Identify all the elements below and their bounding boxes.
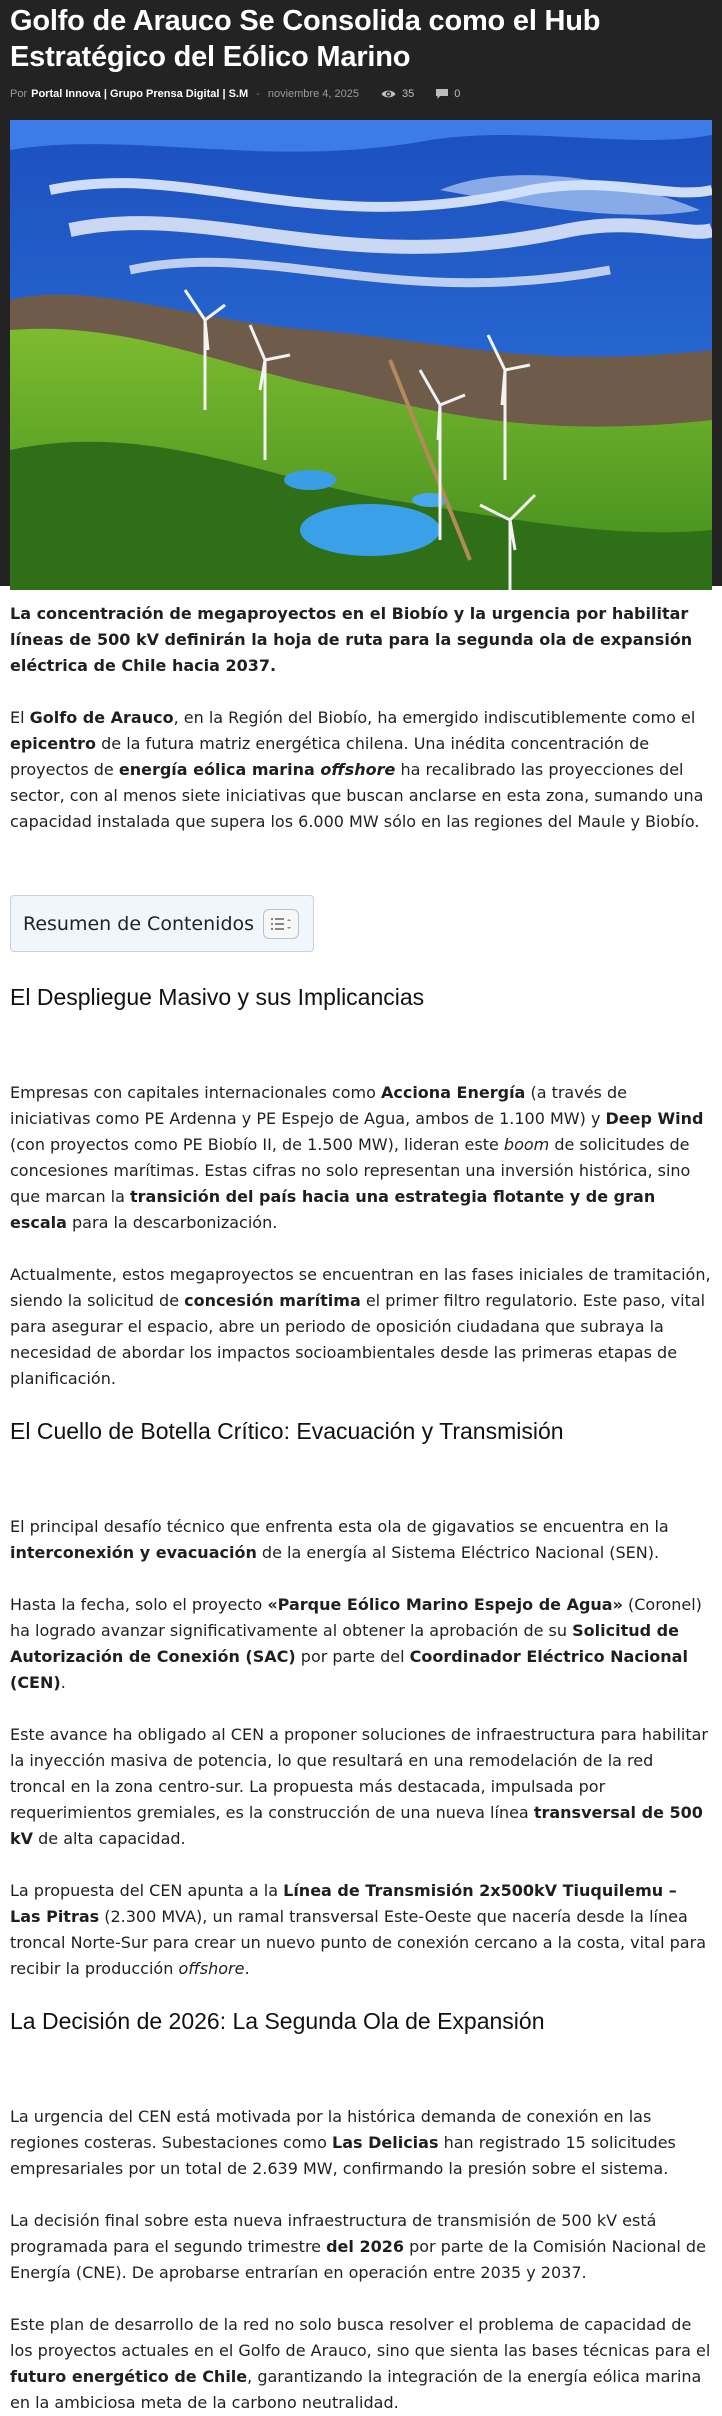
article-title: Golfo de Arauco Se Consolida como el Hub Estratégico del Eólico Marino	[10, 5, 601, 73]
author-link[interactable]: Portal Innova | Grupo Prensa Digital | S.M	[31, 88, 249, 100]
paragraph-3: Actualmente, estos megaproyectos se encuentran en las fases iniciales de tramitación, siendo la solicitud de concesión marítima el primer filtro regulatorio. Este paso, vital para asegurar el espacio, abre un periodo de oposición ciudadana que subraya la necesidad de abordar los impactos socioambientales desde las primeras etapas de planificación.	[10, 1265, 711, 1388]
section-heading-3: La Decisión de 2026: La Segunda Ola de Expansión	[10, 2008, 545, 2034]
paragraph-5: Hasta la fecha, solo el proyecto «Parque Eólico Marino Espejo de Agua» (Coronel) ha logrado avanzar significativamente al obtener la aprobación de su Solicitud de Autorización de Conexión (SAC) por parte del Coordinador Eléctrico Nacional (CEN).	[10, 1595, 702, 1692]
section-heading-2: El Cuello de Botella Crítico: Evacuación y Transmisión	[10, 1418, 564, 1444]
list-toggle-icon	[271, 917, 291, 931]
eye-icon	[381, 89, 396, 99]
by-label: Por	[10, 88, 28, 100]
paragraph-2: Empresas con capitales internacionales como Acciona Energía (a través de iniciativas como PE Ardenna y PE Espejo de Agua, ambos de 1.100 MW) y Deep Wind (con proyectos como PE Biobío II, de 1.500 MW), lideran este boom de solicitudes de concesiones marítimas. Estas cifras no solo representan una inversión histórica, sino que marcan la transición del país hacia una estrategia flotante y de gran escala para la descarbonización.	[10, 1083, 704, 1232]
comment-icon	[436, 89, 448, 99]
table-of-contents[interactable]	[10, 895, 314, 952]
wind-farm-illustration	[10, 120, 712, 590]
publish-date: noviembre 4, 2025	[267, 88, 359, 100]
article-lead: La concentración de megaproyectos en el Biobío y la urgencia por habilitar líneas de 500 kV definirán la hoja de ruta para la segunda ola de expansión eléctrica de Chile hacia 2037.	[10, 604, 693, 675]
toc-toggle-button[interactable]	[263, 909, 299, 939]
paragraph-7: La propuesta del CEN apunta a la Línea de Transmisión 2x500kV Tiuquilemu – Las Pitras (2.300 MVA), un ramal transversal Este-Oeste que nacería desde la línea troncal Norte-Sur para crear un nuevo punto de conexión cercano a la costa, vital para recibir la producción offshore.	[10, 1881, 706, 1978]
paragraph-4: El principal desafío técnico que enfrenta esta ola de gigavatios se encuentra en la interconexión y evacuación de la energía al Sistema Eléctrico Nacional (SEN).	[10, 1517, 669, 1562]
comments-count[interactable]	[436, 88, 460, 100]
article-body	[0, 601, 722, 2416]
featured-image	[10, 120, 712, 590]
paragraph-8: La urgencia del CEN está motivada por la histórica demanda de conexión en las regiones costeras. Subestaciones como Las Delicias han registrado 15 solicitudes empresariales por un total de 2.639 MW, confirmando la presión sobre el sistema.	[10, 2107, 676, 2178]
paragraph-1: El Golfo de Arauco, en la Región del Biobío, ha emergido indiscutiblemente como el epicentro de la futura matriz energética chilena. Una inédita concentración de proyectos de energía eólica marina offshore ha recalibrado las proyecciones del sector, con al menos siete iniciativas que buscan anclarse en esta zona, sumando una capacidad instalada que supera los 6.000 MW sólo en las regiones del Maule y Biobío.	[10, 708, 704, 831]
views-count	[381, 88, 414, 100]
paragraph-6: Este avance ha obligado al CEN a proponer soluciones de infraestructura para habilitar la inyección masiva de potencia, lo que resultará en una remodelación de la red troncal en la zona centro-sur. La propuesta más destacada, impulsada por requerimientos gremiales, es la construcción de una nueva línea transversal de 500 kV de alta capacidad.	[10, 1725, 708, 1848]
article-header	[0, 0, 722, 586]
section-heading-1: El Despliegue Masivo y sus Implicancias	[10, 984, 425, 1010]
paragraph-9: La decisión final sobre esta nueva infraestructura de transmisión de 500 kV está programada para el segundo trimestre del 2026 por parte de la Comisión Nacional de Energía (CNE). De aprobarse entrarían en operación entre 2035 y 2037.	[10, 2211, 706, 2282]
views-value: 35	[401, 88, 415, 100]
meta-separator: -	[256, 88, 260, 100]
toc-title: Resumen de Contenidos	[23, 912, 255, 935]
comments-value: 0	[454, 88, 461, 100]
paragraph-10: Este plan de desarrollo de la red no solo busca resolver el problema de capacidad de los proyectos actuales en el Golfo de Arauco, sino que sienta las bases técnicas para el futuro energético de Chile, garantizando la integración de la energía eólica marina en la ambiciosa meta de la carbono neutralidad.	[10, 2315, 711, 2412]
article-meta	[10, 84, 712, 104]
